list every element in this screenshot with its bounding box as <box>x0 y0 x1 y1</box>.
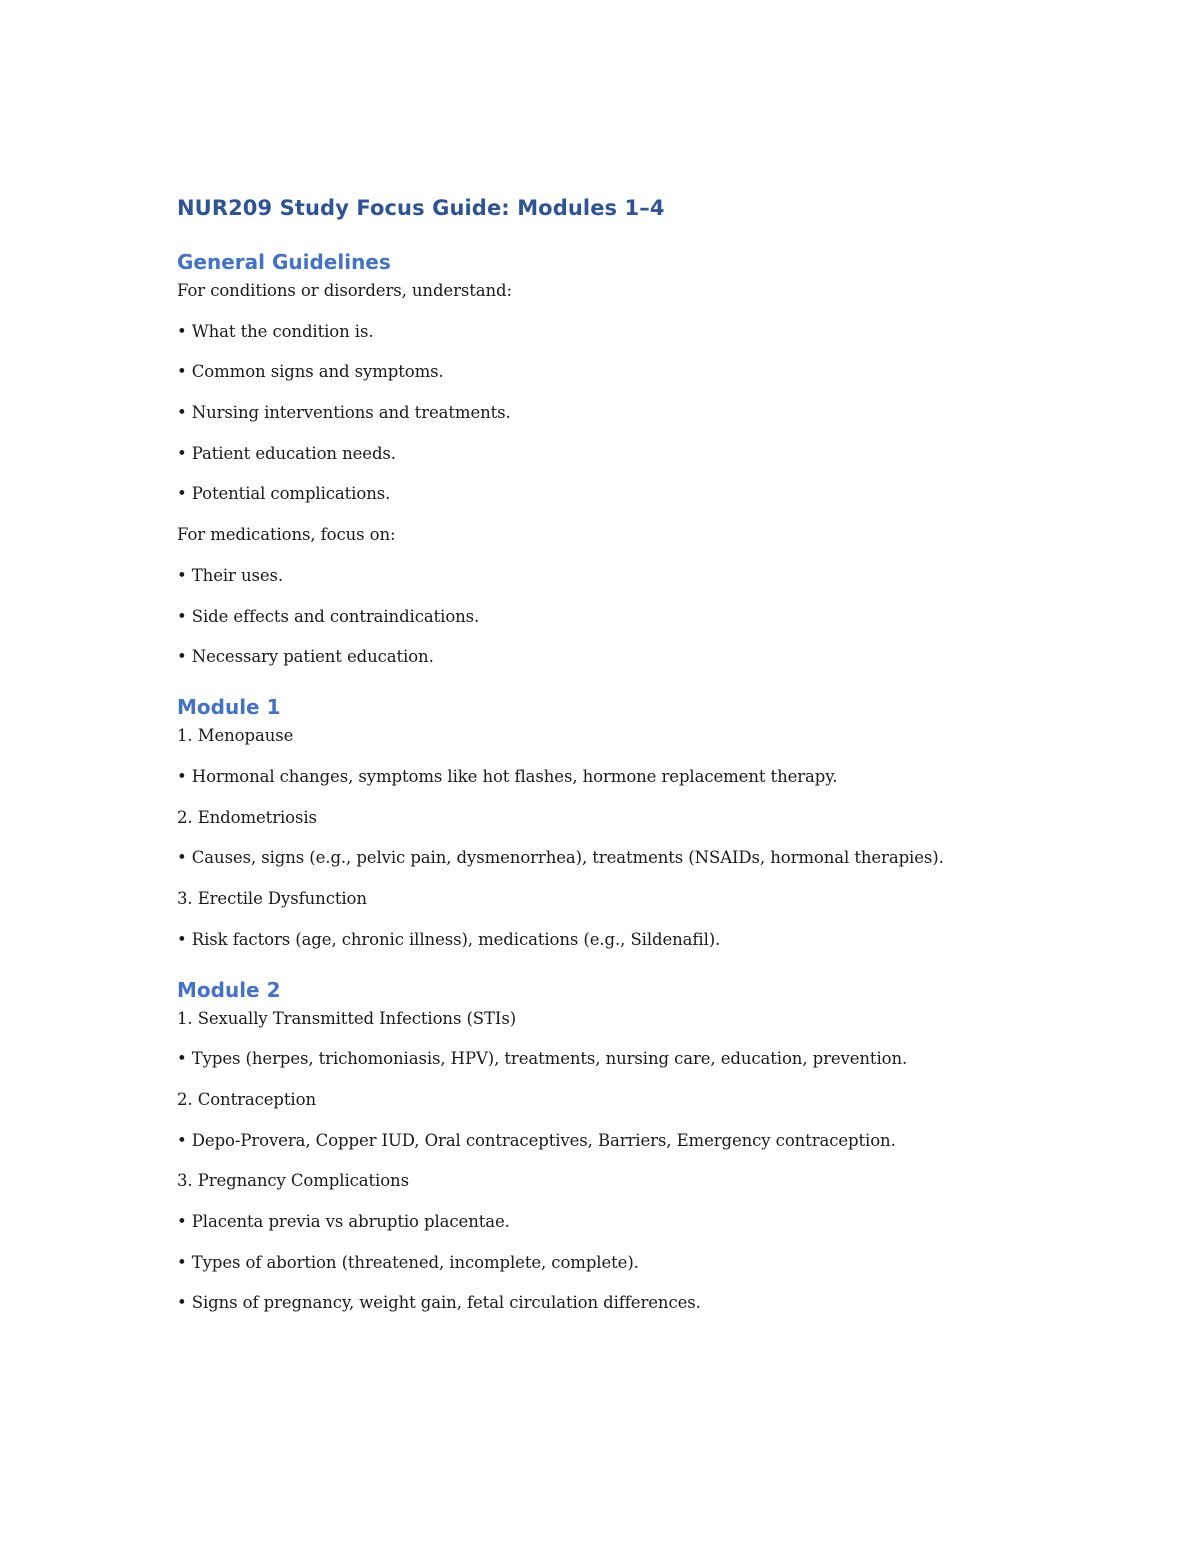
bullet-item: • Potential complications. <box>177 484 391 504</box>
section-module-2 <box>177 975 1057 1318</box>
bullet-item: • Types of abortion (threatened, incomplete, complete). <box>177 1252 639 1272</box>
numbered-item: 2. Endometriosis <box>177 807 317 827</box>
bullet-item: • Types (herpes, trichomoniasis, HPV), treatments, nursing care, education, prevention. <box>177 1049 908 1069</box>
bullet-item: • Placenta previa vs abruptio placentae. <box>177 1212 510 1232</box>
bullet-item: • Patient education needs. <box>177 443 396 463</box>
section-heading: Module 1 <box>177 695 281 720</box>
paragraph: For conditions or disorders, understand: <box>177 281 512 300</box>
numbered-item: 3. Erectile Dysfunction <box>177 888 367 908</box>
numbered-item: 3. Pregnancy Complications <box>177 1171 409 1191</box>
bullet-item: • Causes, signs (e.g., pelvic pain, dysmenorrhea), treatments (NSAIDs, hormonal therapies). <box>177 848 944 868</box>
paragraph: For medications, focus on: <box>177 525 396 545</box>
section-heading: General Guidelines <box>177 250 391 274</box>
bullet-item: • Risk factors (age, chronic illness), medications (e.g., Sildenafil). <box>177 929 721 949</box>
document-title: NUR209 Study Focus Guide: Modules 1–4 <box>177 196 665 220</box>
bullet-item: • Common signs and symptoms. <box>177 362 444 382</box>
section-module-1 <box>177 692 1057 953</box>
bullet-item: • Necessary patient education. <box>177 647 434 667</box>
section-heading: Module 2 <box>177 977 281 1002</box>
bullet-item: • Hormonal changes, symptoms like hot flashes, hormone replacement therapy. <box>177 766 838 786</box>
document-content <box>177 192 1057 1317</box>
numbered-item: 2. Contraception <box>177 1090 316 1109</box>
bullet-item: • Depo-Provera, Copper IUD, Oral contraceptives, Barriers, Emergency contraception. <box>177 1130 896 1150</box>
bullet-item: • What the condition is. <box>177 321 374 341</box>
numbered-item: 1. Sexually Transmitted Infections (STIs) <box>177 1008 517 1028</box>
bullet-item: • Side effects and contraindications. <box>177 606 480 626</box>
bullet-item: • Nursing interventions and treatments. <box>177 403 511 423</box>
section-general-guidelines <box>177 247 1057 671</box>
bullet-item: • Signs of pregnancy, weight gain, fetal circulation differences. <box>177 1293 701 1313</box>
numbered-item: 1. Menopause <box>177 726 294 746</box>
bullet-item: • Their uses. <box>177 565 284 585</box>
